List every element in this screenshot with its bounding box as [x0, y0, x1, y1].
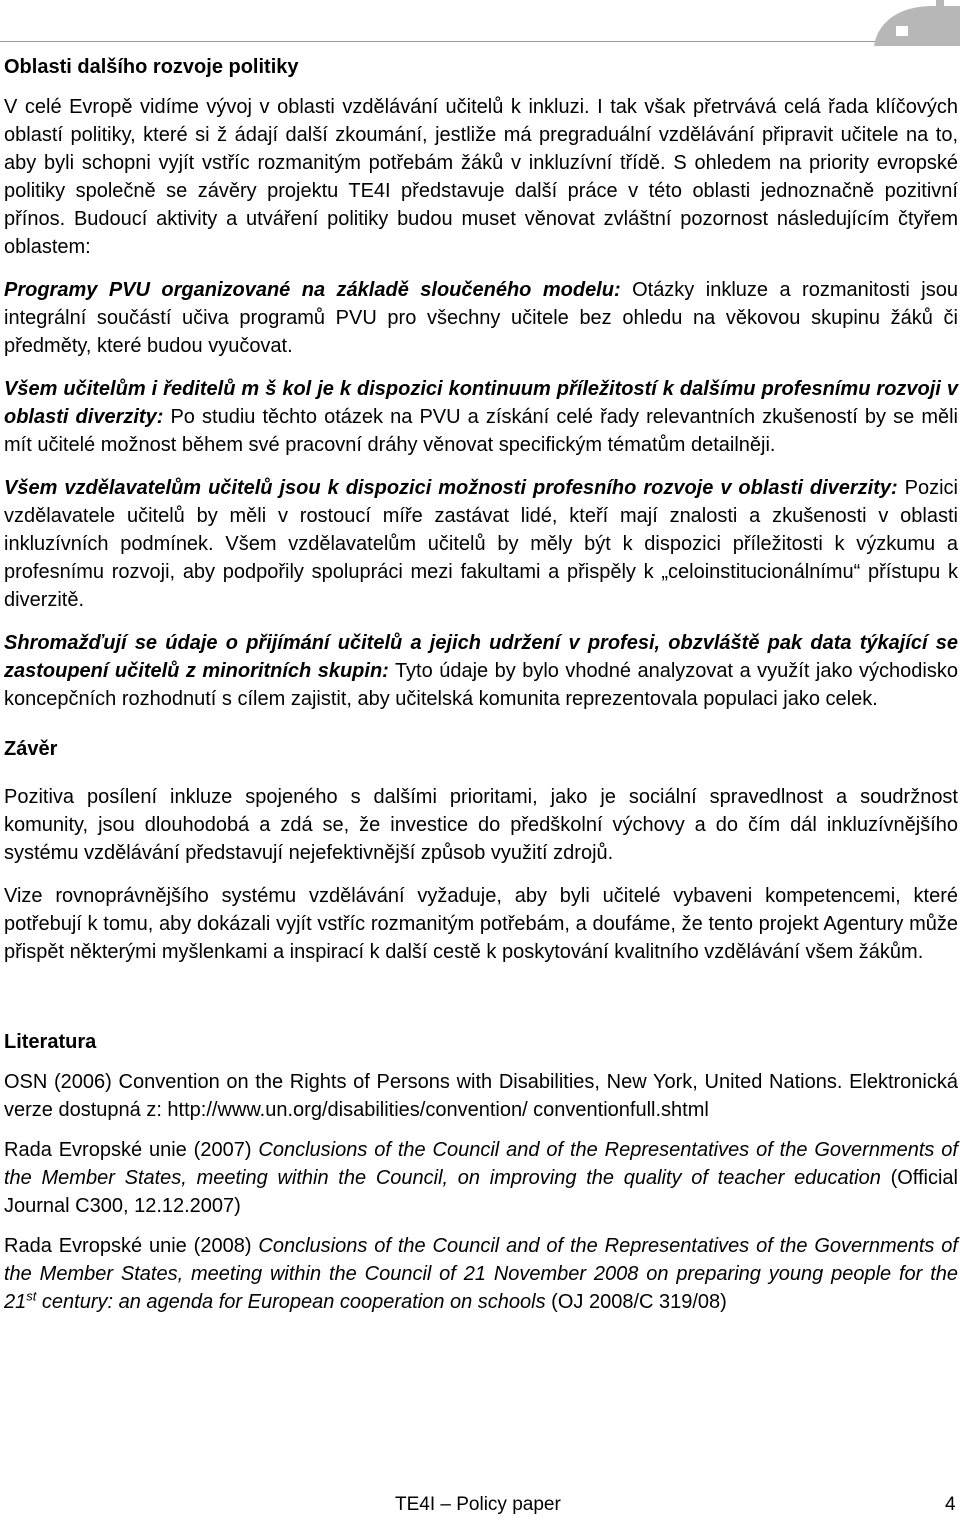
reference-2-author: Rada Evropské unie (2007): [4, 1139, 259, 1161]
reference-2-source: (Official Journal C300, 12.12.2007): [4, 1167, 958, 1217]
priority-item-4-lead: Shromažďují se údaje o přijímání učitelů a jejich udržení v profesi, obzvláště pak data týkající se zastoupení učitelů z minoritních skupin:: [4, 632, 958, 682]
priority-item-3-lead: Všem vzdělavatelům učitelů jsou k dispozici možnosti profesního rozvoje v oblasti diverzity:: [4, 477, 898, 499]
priority-item-1-lead: Programy PVU organizované na základě sloučeného modelu:: [4, 279, 621, 301]
priority-item-2-text: Po studiu těchto otázek na PVU a získání celé řady relevantních zkušeností by se měli mít učitelé možnost během své pracovní dráhy věnovat specifickým tématům detailněji.: [4, 406, 959, 456]
reference-2-title: Conclusions of the Council and of the Representatives of the Governments of the Member States, meeting within the Council, on improving the quality of teacher education: [4, 1139, 958, 1189]
reference-3: [4, 1232, 958, 1316]
priority-item-1-text: Otázky inkluze a rozmanitosti jsou integrální součástí učiva programů PVU pro všechny učitele bez ohledu na věkovou skupinu žáků či předměty, které budou vyučovat.: [4, 279, 958, 357]
reference-1: OSN (2006) Convention on the Rights of Persons with Disabilities, New York, United Nations. Elektronická verze dostupná z: http://www.un.org/disabilities/convention/ conventionfull.shtml: [4, 1071, 958, 1121]
conclusion-paragraph-1: Pozitiva posílení inkluze spojeného s dalšími prioritami, jako je sociální spravedlnost a soudržnost komunity, jsou dlouhodobá a zdá se, že investice do předškolní výchovy a do čím dál inkluzívnějšího systému vzdělávání představují nejefektivnější způsob využití zdrojů.: [4, 786, 958, 864]
priority-item-4-text: Tyto údaje by bylo vhodné analyzovat a využít jako východisko koncepčních rozhodnutí s cílem zajistit, aby učitelská komunita reprezentovala populaci jako celek.: [4, 660, 958, 710]
document-body: [4, 53, 958, 1316]
conclusion-heading: Závěr: [4, 738, 58, 760]
references-heading: Literatura: [4, 1031, 97, 1053]
reference-3-source: (OJ 2008/C 319/08): [545, 1291, 727, 1313]
priority-item-1: [4, 276, 958, 360]
priority-item-3: [4, 474, 958, 614]
priority-item-3-text: Pozici vzdělavatele učitelů by měli v rostoucí míře zastávat lidé, kteří mají znalosti a zkušenosti v oblasti inkluzívních podmínek. Všem vzdělavatelům učitelů by měly být k dispozici příležitosti k výzkumu a profesnímu rozvoji, aby podpořily spolupráci mezi fakultami a přispěly k „celoinstitucionálnímu“ přístupu k diverzitě.: [4, 477, 959, 611]
reference-3-author: Rada Evropské unie (2008): [4, 1235, 259, 1257]
reference-3-title-part-1: Conclusions of the Council and of the Representatives of the Governments of the Member States, meeting within the Council of 21 November 2008 on preparing young people for the 21: [4, 1235, 958, 1313]
reference-3-superscript: st: [26, 1288, 37, 1304]
footer-title: TE4I – Policy paper: [395, 1494, 561, 1515]
priority-item-4: [4, 629, 958, 713]
reference-3-title-part-2: century: an agenda for European cooperation on schools: [36, 1291, 546, 1313]
intro-paragraph: V celé Evropě vidíme vývoj v oblasti vzdělávání učitelů k inkluzi. I tak však přetrvává celá řada klíčových oblastí politiky, které si ž ádají další zkoumání, jestliže má pregraduální vzdělávání připravit učitele na to, aby byli schopni vyjít vstříc rozmanitým potřebám žáků v inkluzívní třídě. S ohledem na priority evropské politiky společně se závěry projektu TE4I představuje další práce v této oblasti jednoznačně pozitivní přínos. Budoucí aktivity a utváření politiky budou muset věnovat zvláštní pozornost následujícím čtyřem oblastem:: [4, 96, 958, 258]
reference-2: [4, 1136, 958, 1220]
page-number: 4: [945, 1494, 956, 1515]
header-rule: [0, 41, 952, 42]
section-heading: Oblasti dalšího rozvoje politiky: [4, 56, 299, 78]
priority-item-2-lead: Všem učitelům i ředitelů m š kol je k dispozici kontinuum příležitostí k dalšímu profesnímu rozvoji v oblasti diverzity:: [4, 378, 958, 428]
conclusion-paragraph-2: Vize rovnoprávnějšího systému vzdělávání vyžaduje, aby byli učitelé vybaveni kompetencemi, které potřebují k tomu, aby dokázali vyjít vstříc rozmanitým potřebám, a doufáme, že tento projekt Agentury může přispět některými myšlenkami a inspirací k další cestě k poskytování kvalitního vzdělávání všem žákům.: [4, 885, 958, 963]
te4i-corner-logo-icon: [872, 0, 960, 46]
priority-item-2: [4, 375, 958, 459]
